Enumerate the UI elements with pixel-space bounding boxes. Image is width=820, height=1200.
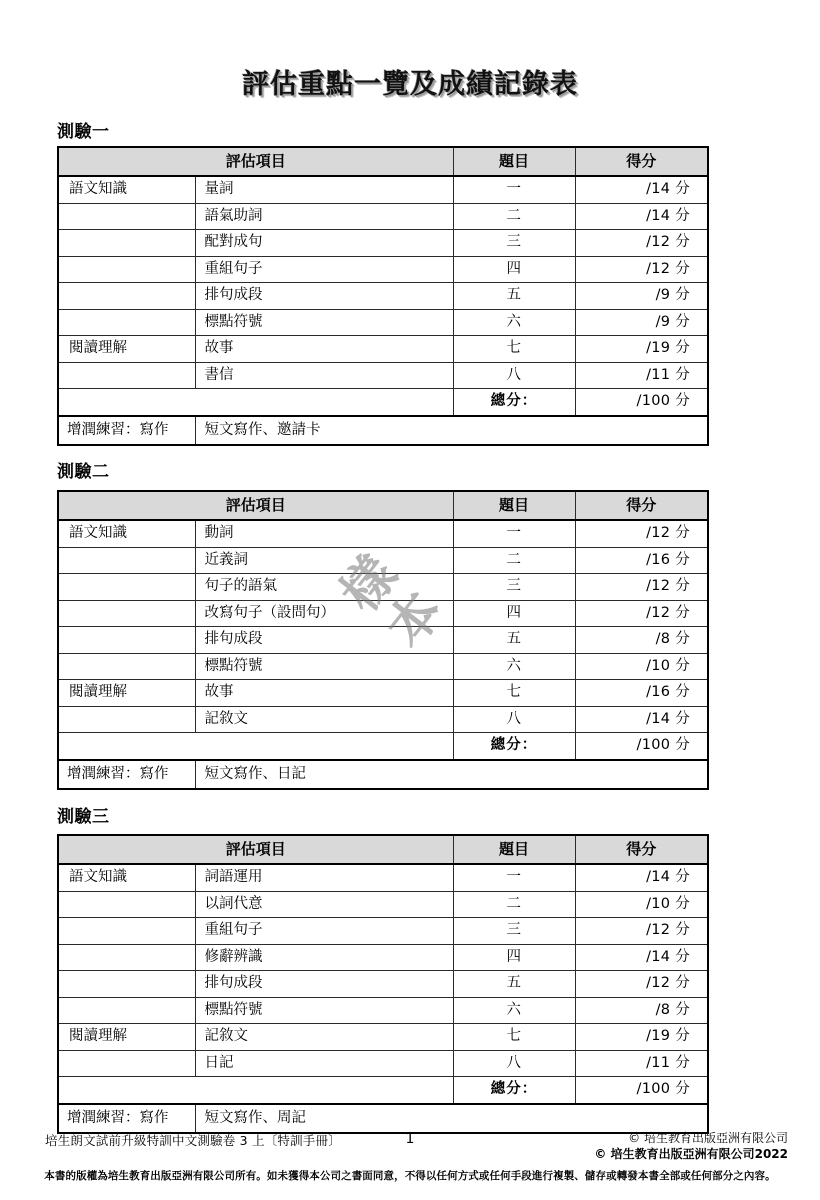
total-spacer-cell [58, 1077, 453, 1104]
cell-assessment-item: 重組句子 [195, 256, 453, 283]
cell-question-number: 二 [453, 203, 575, 230]
cell-category [58, 971, 195, 998]
cell-category [58, 918, 195, 945]
total-label: 總分： [453, 733, 575, 760]
cell-category [58, 891, 195, 918]
table-row [58, 203, 708, 230]
cell-assessment-item: 排句成段 [195, 283, 453, 310]
table-row [58, 574, 708, 601]
cell-assessment-item: 標點符號 [195, 309, 453, 336]
table-row [58, 600, 708, 627]
table-row [58, 1024, 708, 1051]
cell-category [58, 1050, 195, 1077]
column-header-assessment-item: 評估項目 [58, 147, 453, 176]
table-row [58, 918, 708, 945]
table-row [58, 362, 708, 389]
cell-score[interactable]: /12 分 [575, 918, 708, 945]
cell-assessment-item: 配對成句 [195, 230, 453, 257]
cell-assessment-item: 動詞 [195, 520, 453, 547]
sample-watermark: 樣本 [325, 547, 454, 666]
cell-score[interactable]: /12 分 [575, 230, 708, 257]
cell-category [58, 203, 195, 230]
enrichment-label: 增潤練習：寫作 [58, 760, 195, 789]
table-row [58, 230, 708, 257]
cell-category [58, 547, 195, 574]
cell-question-number: 八 [453, 706, 575, 733]
cell-score[interactable]: /12 分 [575, 574, 708, 601]
total-score[interactable]: /100 分 [575, 1077, 708, 1104]
table-total-row [58, 389, 708, 416]
cell-assessment-item: 重組句子 [195, 918, 453, 945]
cell-category: 閱讀理解 [58, 680, 195, 707]
score-table-test-3 [57, 834, 709, 1134]
cell-question-number: 二 [453, 547, 575, 574]
table-enrichment-row [58, 760, 708, 789]
table-row [58, 864, 708, 891]
cell-assessment-item: 句子的語氣 [195, 574, 453, 601]
table-row [58, 680, 708, 707]
cell-assessment-item: 以詞代意 [195, 891, 453, 918]
table-enrichment-row [58, 1104, 708, 1133]
cell-question-number: 六 [453, 653, 575, 680]
cell-question-number: 一 [453, 520, 575, 547]
cell-assessment-item: 記敘文 [195, 1024, 453, 1051]
total-label: 總分： [453, 1077, 575, 1104]
table-row [58, 309, 708, 336]
table-body [58, 864, 708, 1133]
table-header-row [58, 491, 708, 520]
cell-question-number: 一 [453, 176, 575, 203]
cell-assessment-item: 日記 [195, 1050, 453, 1077]
table-header-row [58, 835, 708, 864]
cell-category [58, 256, 195, 283]
table-total-row [58, 733, 708, 760]
cell-score[interactable]: /19 分 [575, 336, 708, 363]
total-score[interactable]: /100 分 [575, 389, 708, 416]
cell-score[interactable]: /16 分 [575, 547, 708, 574]
cell-question-number: 五 [453, 627, 575, 654]
cell-question-number: 七 [453, 680, 575, 707]
column-header-assessment-item: 評估項目 [58, 835, 453, 864]
cell-question-number: 六 [453, 997, 575, 1024]
cell-question-number: 八 [453, 1050, 575, 1077]
cell-assessment-item: 記敘文 [195, 706, 453, 733]
cell-question-number: 三 [453, 918, 575, 945]
cell-assessment-item: 標點符號 [195, 653, 453, 680]
table-header-row [58, 147, 708, 176]
cell-question-number: 三 [453, 574, 575, 601]
section-heading-test-2: 測驗二 [57, 462, 110, 482]
score-table-test-2 [57, 490, 709, 790]
section-heading-test-1: 測驗一 [57, 122, 110, 142]
cell-category: 語文知識 [58, 864, 195, 891]
enrichment-value: 短文寫作、周記 [195, 1104, 708, 1133]
cell-assessment-item: 排句成段 [195, 627, 453, 654]
table-row [58, 520, 708, 547]
table-row [58, 176, 708, 203]
cell-score[interactable]: /9 分 [575, 309, 708, 336]
total-spacer-cell [58, 733, 453, 760]
cell-score[interactable]: /11 分 [575, 362, 708, 389]
cell-score[interactable]: /14 分 [575, 944, 708, 971]
cell-assessment-item: 排句成段 [195, 971, 453, 998]
table-row [58, 547, 708, 574]
cell-question-number: 三 [453, 230, 575, 257]
cell-category: 語文知識 [58, 520, 195, 547]
cell-score[interactable]: /16 分 [575, 680, 708, 707]
cell-assessment-item: 修辭辨識 [195, 944, 453, 971]
column-header-question: 題目 [453, 147, 575, 176]
cell-question-number: 五 [453, 283, 575, 310]
table-row [58, 944, 708, 971]
enrichment-value: 短文寫作、日記 [195, 760, 708, 789]
enrichment-value: 短文寫作、邀請卡 [195, 416, 708, 445]
table-body [58, 520, 708, 789]
table-row [58, 336, 708, 363]
cell-question-number: 六 [453, 309, 575, 336]
cell-question-number: 四 [453, 256, 575, 283]
table-enrichment-row [58, 416, 708, 445]
cell-assessment-item: 近義詞 [195, 547, 453, 574]
section-heading-test-3: 測驗三 [57, 807, 110, 827]
table-body [58, 176, 708, 445]
table-row [58, 653, 708, 680]
cell-score[interactable]: /14 分 [575, 176, 708, 203]
cell-score[interactable]: /14 分 [575, 706, 708, 733]
cell-category [58, 627, 195, 654]
cell-score[interactable]: /10 分 [575, 653, 708, 680]
score-table-test-1 [57, 146, 709, 446]
column-header-score: 得分 [575, 147, 708, 176]
cell-category [58, 574, 195, 601]
column-header-question: 題目 [453, 491, 575, 520]
total-spacer-cell [58, 389, 453, 416]
cell-score[interactable]: /12 分 [575, 256, 708, 283]
column-header-score: 得分 [575, 835, 708, 864]
cell-category [58, 283, 195, 310]
cell-assessment-item: 故事 [195, 680, 453, 707]
column-header-assessment-item: 評估項目 [58, 491, 453, 520]
cell-assessment-item: 書信 [195, 362, 453, 389]
copyright-line-2: © 培生教育出版亞洲有限公司2022 [594, 1147, 788, 1161]
cell-question-number: 五 [453, 971, 575, 998]
table-row [58, 706, 708, 733]
cell-score[interactable]: /8 分 [575, 627, 708, 654]
table-row [58, 1050, 708, 1077]
footer-page-number: 1 [405, 1131, 415, 1147]
table-row [58, 256, 708, 283]
total-score[interactable]: /100 分 [575, 733, 708, 760]
cell-assessment-item: 故事 [195, 336, 453, 363]
cell-score[interactable]: /14 分 [575, 203, 708, 230]
column-header-score: 得分 [575, 491, 708, 520]
cell-category [58, 997, 195, 1024]
column-header-question: 題目 [453, 835, 575, 864]
total-label: 總分： [453, 389, 575, 416]
cell-question-number: 一 [453, 864, 575, 891]
cell-category [58, 706, 195, 733]
cell-assessment-item: 語氣助詞 [195, 203, 453, 230]
cell-score[interactable]: /14 分 [575, 864, 708, 891]
cell-score[interactable]: /8 分 [575, 997, 708, 1024]
cell-score[interactable]: /9 分 [575, 283, 708, 310]
table-row [58, 891, 708, 918]
cell-category: 閱讀理解 [58, 336, 195, 363]
cell-score[interactable]: /19 分 [575, 1024, 708, 1051]
cell-score[interactable]: /12 分 [575, 600, 708, 627]
cell-question-number: 四 [453, 944, 575, 971]
cell-score[interactable]: /11 分 [575, 1050, 708, 1077]
copyright-line-1: © 培生教育出版亞洲有限公司 [628, 1131, 788, 1145]
footer-disclaimer: 本書的版權為培生教育出版亞洲有限公司所有。如未獲得本公司之書面同意，不得以任何方式或任何手段進行複製、儲存或轉發本書全部或任何部分之內容。 [44, 1170, 776, 1182]
cell-category [58, 309, 195, 336]
cell-question-number: 八 [453, 362, 575, 389]
cell-question-number: 四 [453, 600, 575, 627]
cell-category: 閱讀理解 [58, 1024, 195, 1051]
table-row [58, 971, 708, 998]
cell-score[interactable]: /12 分 [575, 520, 708, 547]
table-total-row [58, 1077, 708, 1104]
cell-question-number: 二 [453, 891, 575, 918]
cell-question-number: 七 [453, 336, 575, 363]
footer-copyright [594, 1130, 788, 1162]
cell-category: 語文知識 [58, 176, 195, 203]
table-row [58, 627, 708, 654]
table-row [58, 283, 708, 310]
cell-assessment-item: 詞語運用 [195, 864, 453, 891]
footer-book-title: 培生朗文試前升級特訓中文測驗卷 3 上〔特訓手冊〕 [45, 1133, 341, 1148]
table-row [58, 997, 708, 1024]
cell-assessment-item: 改寫句子（設問句） [195, 600, 453, 627]
enrichment-label: 增潤練習：寫作 [58, 416, 195, 445]
cell-category [58, 653, 195, 680]
cell-category [58, 944, 195, 971]
cell-category [58, 230, 195, 257]
cell-category [58, 362, 195, 389]
cell-assessment-item: 標點符號 [195, 997, 453, 1024]
cell-question-number: 七 [453, 1024, 575, 1051]
cell-assessment-item: 量詞 [195, 176, 453, 203]
cell-score[interactable]: /12 分 [575, 971, 708, 998]
enrichment-label: 增潤練習：寫作 [58, 1104, 195, 1133]
cell-score[interactable]: /10 分 [575, 891, 708, 918]
page-title: 評估重點一覽及成績記錄表 [242, 69, 578, 100]
cell-category [58, 600, 195, 627]
